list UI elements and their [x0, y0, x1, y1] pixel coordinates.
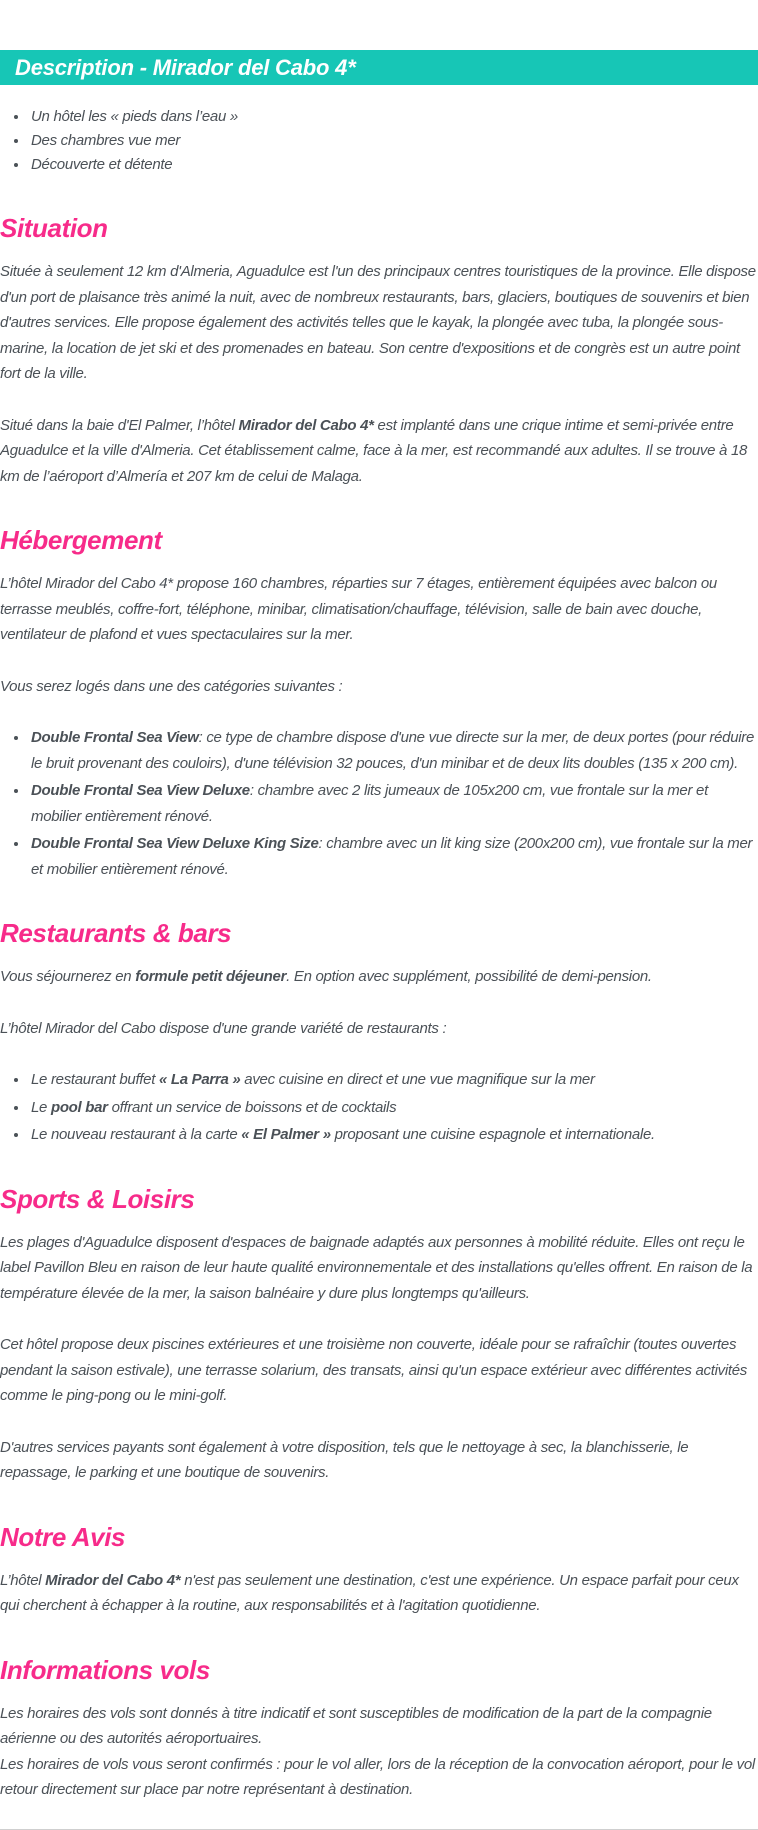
text-run: : chambre avec un lit king size (200x200 cm), vue frontale sur la mer et mobilier entièrement rénové.: [31, 835, 753, 878]
section-heading: Situation: [0, 213, 108, 243]
paragraph: [0, 674, 756, 700]
section-heading: Informations vols: [0, 1654, 210, 1685]
paragraph: [0, 259, 756, 387]
text-run: Les horaires des vols sont donnés à titre indicatif et sont susceptibles de modification de la part de la compagnie aérienne ou des autorités aéroportuaires.: [0, 1704, 712, 1747]
highlight-item: • Découverte et détente: [29, 153, 756, 177]
bullet-item: [29, 778, 756, 829]
section-restaurants-bars: [0, 918, 758, 1148]
bold-text: « El Palmer »: [241, 1126, 331, 1143]
highlight-item: • Des chambres vue mer: [29, 129, 756, 153]
section-heading: Hébergement: [0, 525, 162, 555]
paragraph: [0, 1701, 756, 1803]
bold-text: Double Frontal Sea View: [31, 729, 199, 746]
section-situation: [0, 213, 758, 489]
text-run: Situé dans la baie d'El Palmer, l’hôtel: [0, 416, 239, 434]
bold-text: Mirador del Cabo 4*: [45, 1571, 181, 1589]
text-run: Située à seulement 12 km d'Almeria, Aguadulce est l'un des principaux centres touristiques de la province. Elle dispose d'un port de plaisance très animé la nuit, avec de nombreux restaurants, bars, glaciers, boutiques de souvenirs et bien d'autres services. Elle propose également des activités telles que le kayak, la plongée avec tuba, la plongée sous-marine, la location de jet ski et des promenades en bateau. Son centre d'expositions et de congrès est un autre point fort de la ville.: [0, 263, 756, 382]
page-title: Description - Mirador del Cabo 4*: [15, 54, 356, 80]
text-run: n'est pas seulement une destination, c'est une expérience. Un espace parfait pour ceux qui cherchent à échapper à la routine, aux responsabilités et à l'agitation quotidienne.: [0, 1571, 739, 1614]
text-run: : ce type de chambre dispose d'une vue directe sur la mer, de deux portes (pour réduire le bruit provenant des couloirs), d'une télévision 32 pouces, d'un minibar et de deux lits doubles (135 x 200 cm).: [31, 729, 755, 772]
bullet-item: [29, 725, 756, 776]
highlights-list: [0, 105, 756, 177]
bullet-list: [0, 725, 756, 882]
section-heading: Notre Avis: [0, 1521, 126, 1552]
text-run: : chambre avec 2 lits jumeaux de 105x200 cm, vue frontale sur la mer et mobilier entièrement rénové.: [31, 782, 708, 825]
paragraph: [0, 1568, 756, 1619]
bold-text: pool bar: [50, 1098, 108, 1116]
paragraph: [0, 1435, 756, 1486]
text-run: L’hôtel Mirador del Cabo dispose d'une grande variété de restaurants :: [0, 1019, 447, 1037]
text-run: Les plages d'Aguadulce disposent d'espaces de baignade adaptés aux personnes à mobilité réduite. Elles ont reçu le label Pavillon Bleu en raison de leur haute qualité environnementale et des installations qu'elles offrent. En raison de la température élevée de la mer, la saison balnéaire y dure plus longtemps qu'ailleurs.: [0, 1233, 753, 1302]
text-run: offrant un service de boissons et de cocktails: [107, 1098, 397, 1116]
bold-text: Mirador del Cabo 4*: [238, 416, 374, 434]
section-informations-vols: [0, 1655, 758, 1803]
text-run: . En option avec supplément, possibilité de demi-pension.: [286, 968, 652, 985]
bullet-list: [0, 1067, 756, 1148]
text-run: Le: [31, 1098, 51, 1116]
text-run: Les horaires de vols vous seront confirmés : pour le vol aller, lors de la réception de la convocation aéroport, pour le vol retour directement sur place par notre représentant à destination.: [0, 1755, 755, 1798]
text-run: Le nouveau restaurant à la carte: [31, 1126, 242, 1143]
paragraph: [0, 571, 756, 648]
paragraph: [0, 1016, 756, 1042]
paragraph: [0, 1230, 756, 1307]
bold-text: Double Frontal Sea View Deluxe King Size: [31, 835, 319, 852]
bold-text: « La Parra »: [158, 1071, 241, 1088]
paragraph: [0, 1332, 756, 1409]
section-heading: Restaurants & bars: [0, 918, 232, 948]
highlight-item: • Un hôtel les « pieds dans l’eau »: [29, 105, 756, 129]
bullet-item: [29, 1095, 756, 1121]
bullet-item: [29, 831, 756, 882]
section-sports-loisirs: [0, 1184, 758, 1486]
bold-text: Double Frontal Sea View Deluxe: [31, 782, 250, 799]
page-title-banner: [0, 50, 758, 85]
text-run: L’hôtel: [0, 1571, 46, 1589]
bullet-item: [29, 1122, 756, 1148]
paragraph: [0, 413, 756, 490]
text-run: Cet hôtel propose deux piscines extérieures et une troisième non couverte, idéale pour se rafraîchir (toutes ouvertes pendant la saison estivale), une terrasse solarium, des transats, ainsi qu'un espace extérieur avec différentes activités comme le ping-pong ou le mini-golf.: [0, 1336, 747, 1404]
bullet-item: [29, 1067, 756, 1093]
text-run: Vous serez logés dans une des catégories suivantes :: [0, 677, 343, 695]
paragraph: [0, 964, 756, 990]
sections-container: [0, 213, 758, 1803]
text-run: D'autres services payants sont également à votre disposition, tels que le nettoyage à sec, la blanchisserie, le repassage, le parking et une boutique de souvenirs.: [0, 1438, 689, 1481]
text-run: proposant une cuisine espagnole et internationale.: [330, 1126, 655, 1143]
text-run: Le restaurant buffet: [31, 1071, 159, 1088]
text-run: Vous séjournerez en: [0, 968, 136, 985]
section-heading: Sports & Loisirs: [0, 1183, 195, 1214]
text-run: avec cuisine en direct et une vue magnifique sur la mer: [240, 1071, 595, 1088]
text-run: est implanté dans une crique intime et semi-privée entre Aguadulce et la ville d'Almeria. Cet établissement calme, face à la mer, est recommandé aux adultes. Il se trouve à 18 km de l’aéroport d’Almería et 207 km de celui de Malaga.: [0, 416, 748, 485]
bold-text: formule petit déjeuner: [135, 968, 287, 985]
section-hebergement: [0, 525, 758, 882]
section-notre-avis: [0, 1522, 758, 1619]
text-run: L’hôtel Mirador del Cabo 4* propose 160 chambres, réparties sur 7 étages, entièrement équipées avec balcon ou terrasse meublés, coffre-fort, téléphone, minibar, climatisation/chauffage, télévision, salle de bain avec douche, ventilateur de plafond et vues spectaculaires sur la mer.: [0, 575, 717, 643]
